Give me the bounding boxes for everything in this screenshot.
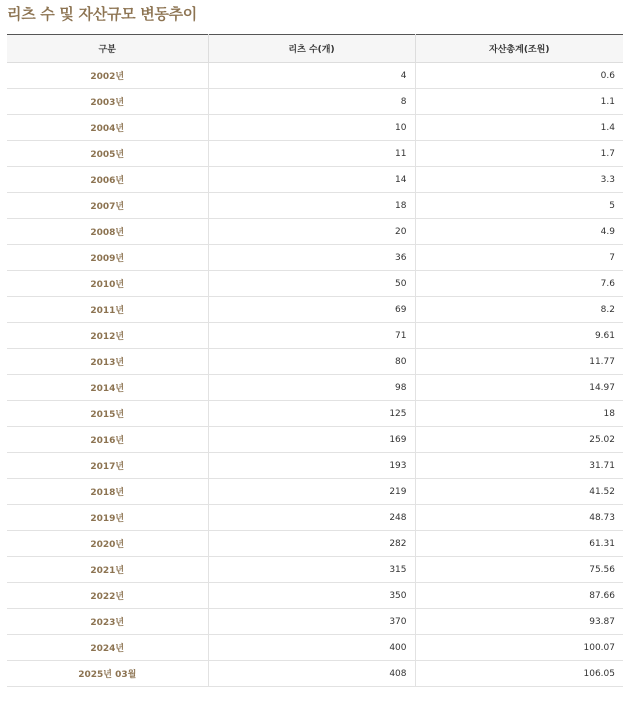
- cell-reit-count: 219: [208, 479, 415, 505]
- cell-reit-count: 193: [208, 453, 415, 479]
- cell-period: 2014년: [7, 375, 208, 401]
- table-row: [7, 271, 623, 297]
- table-body: [7, 63, 623, 687]
- column-header-total-assets: 자산총계(조원): [415, 35, 623, 63]
- cell-total-assets: 75.56: [415, 557, 623, 583]
- cell-total-assets: 93.87: [415, 609, 623, 635]
- cell-period: 2015년: [7, 401, 208, 427]
- table-row: [7, 453, 623, 479]
- table-row: [7, 219, 623, 245]
- cell-reit-count: 8: [208, 89, 415, 115]
- cell-period: 2023년: [7, 609, 208, 635]
- cell-period: 2011년: [7, 297, 208, 323]
- table-row: [7, 635, 623, 661]
- table-row: [7, 583, 623, 609]
- table-header: [7, 35, 623, 63]
- table-row: [7, 401, 623, 427]
- cell-total-assets: 1.4: [415, 115, 623, 141]
- cell-total-assets: 8.2: [415, 297, 623, 323]
- cell-period: 2005년: [7, 141, 208, 167]
- cell-period: 2020년: [7, 531, 208, 557]
- header-row: [7, 35, 623, 63]
- table-row: [7, 63, 623, 89]
- cell-total-assets: 48.73: [415, 505, 623, 531]
- cell-total-assets: 7.6: [415, 271, 623, 297]
- cell-reit-count: 18: [208, 193, 415, 219]
- column-header-period: 구분: [7, 35, 208, 63]
- table-row: [7, 505, 623, 531]
- cell-total-assets: 1.7: [415, 141, 623, 167]
- cell-reit-count: 282: [208, 531, 415, 557]
- table-row: [7, 245, 623, 271]
- cell-total-assets: 0.6: [415, 63, 623, 89]
- column-header-reit-count: 리츠 수(개): [208, 35, 415, 63]
- cell-reit-count: 248: [208, 505, 415, 531]
- cell-reit-count: 350: [208, 583, 415, 609]
- cell-total-assets: 31.71: [415, 453, 623, 479]
- cell-period: 2004년: [7, 115, 208, 141]
- cell-period: 2016년: [7, 427, 208, 453]
- cell-reit-count: 98: [208, 375, 415, 401]
- cell-period: 2006년: [7, 167, 208, 193]
- table-row: [7, 557, 623, 583]
- cell-reit-count: 400: [208, 635, 415, 661]
- table-row: [7, 89, 623, 115]
- cell-total-assets: 14.97: [415, 375, 623, 401]
- cell-period: 2022년: [7, 583, 208, 609]
- cell-total-assets: 11.77: [415, 349, 623, 375]
- cell-reit-count: 71: [208, 323, 415, 349]
- cell-total-assets: 106.05: [415, 661, 623, 687]
- cell-period: 2025년 03월: [7, 661, 208, 687]
- table-row: [7, 141, 623, 167]
- table-row: [7, 375, 623, 401]
- cell-reit-count: 36: [208, 245, 415, 271]
- table-row: [7, 531, 623, 557]
- cell-reit-count: 50: [208, 271, 415, 297]
- cell-total-assets: 7: [415, 245, 623, 271]
- table-row: [7, 479, 623, 505]
- reits-table: [7, 34, 623, 687]
- cell-period: 2009년: [7, 245, 208, 271]
- cell-period: 2008년: [7, 219, 208, 245]
- cell-period: 2013년: [7, 349, 208, 375]
- cell-total-assets: 61.31: [415, 531, 623, 557]
- cell-reit-count: 20: [208, 219, 415, 245]
- cell-total-assets: 100.07: [415, 635, 623, 661]
- cell-period: 2002년: [7, 63, 208, 89]
- cell-reit-count: 315: [208, 557, 415, 583]
- table-row: [7, 427, 623, 453]
- page-title: 리츠 수 및 자산규모 변동추이: [7, 5, 197, 23]
- cell-period: 2024년: [7, 635, 208, 661]
- cell-total-assets: 4.9: [415, 219, 623, 245]
- cell-reit-count: 408: [208, 661, 415, 687]
- cell-total-assets: 41.52: [415, 479, 623, 505]
- cell-period: 2017년: [7, 453, 208, 479]
- table-row: [7, 167, 623, 193]
- cell-total-assets: 87.66: [415, 583, 623, 609]
- cell-reit-count: 80: [208, 349, 415, 375]
- cell-period: 2019년: [7, 505, 208, 531]
- table-row: [7, 193, 623, 219]
- table-row: [7, 349, 623, 375]
- table-row: [7, 323, 623, 349]
- cell-total-assets: 3.3: [415, 167, 623, 193]
- cell-total-assets: 1.1: [415, 89, 623, 115]
- cell-reit-count: 4: [208, 63, 415, 89]
- cell-reit-count: 69: [208, 297, 415, 323]
- cell-reit-count: 125: [208, 401, 415, 427]
- cell-total-assets: 25.02: [415, 427, 623, 453]
- cell-period: 2018년: [7, 479, 208, 505]
- cell-reit-count: 370: [208, 609, 415, 635]
- table-row: [7, 661, 623, 687]
- cell-total-assets: 9.61: [415, 323, 623, 349]
- cell-period: 2012년: [7, 323, 208, 349]
- cell-reit-count: 169: [208, 427, 415, 453]
- cell-period: 2007년: [7, 193, 208, 219]
- cell-period: 2010년: [7, 271, 208, 297]
- cell-total-assets: 18: [415, 401, 623, 427]
- cell-reit-count: 11: [208, 141, 415, 167]
- table-row: [7, 609, 623, 635]
- cell-reit-count: 14: [208, 167, 415, 193]
- cell-period: 2021년: [7, 557, 208, 583]
- cell-reit-count: 10: [208, 115, 415, 141]
- cell-total-assets: 5: [415, 193, 623, 219]
- table-row: [7, 115, 623, 141]
- cell-period: 2003년: [7, 89, 208, 115]
- table-row: [7, 297, 623, 323]
